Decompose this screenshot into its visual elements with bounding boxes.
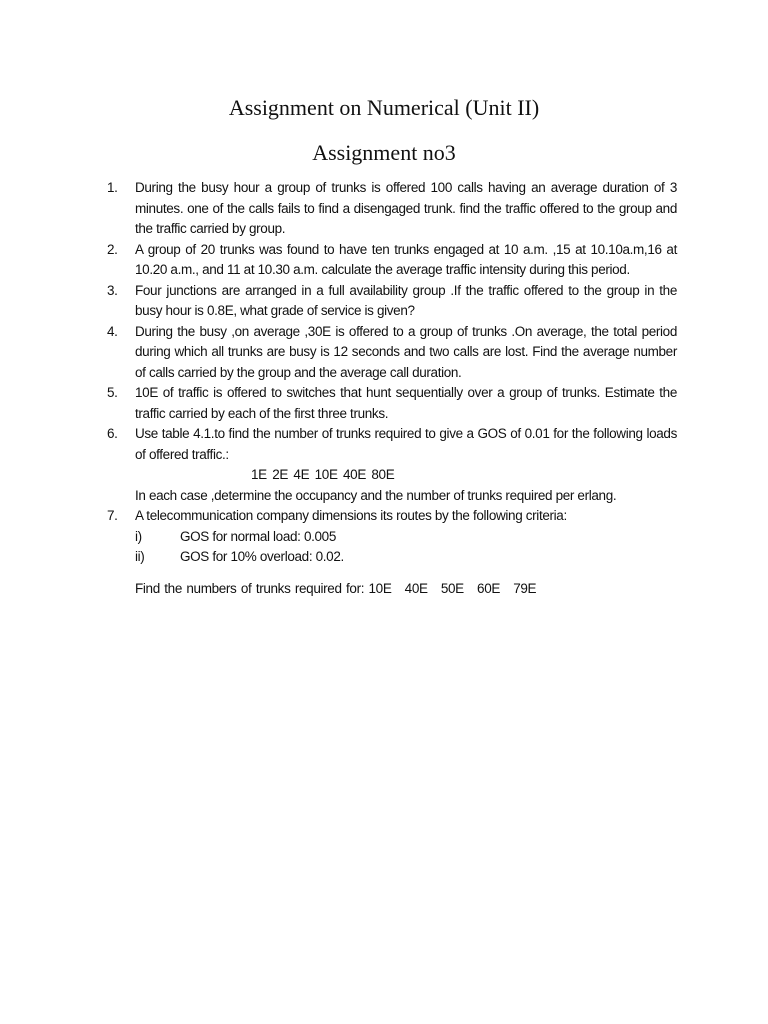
question-content xyxy=(135,240,677,281)
list-item xyxy=(107,506,677,599)
question-content xyxy=(135,506,677,599)
question-content xyxy=(135,178,677,240)
question-number: 6. xyxy=(107,426,118,441)
page-subtitle: Assignment no3 xyxy=(312,140,456,165)
question-content xyxy=(135,322,677,384)
criteria-label: i) xyxy=(135,528,142,544)
criteria-label: ii) xyxy=(135,549,145,564)
list-item xyxy=(107,240,677,281)
question-number: 3. xyxy=(107,282,118,298)
question-text: During the busy ,on average ,30E is offered to a group of trunks .On average, the total period during which all trunks are busy is 12 seconds and two calls are lost. Find the average number of calls carried by the group and the average call duration. xyxy=(135,323,677,380)
question-number: 4. xyxy=(107,323,118,339)
criteria-text: GOS for 10% overload: 0.02. xyxy=(180,549,344,564)
question-content xyxy=(135,281,677,322)
question-list xyxy=(107,178,677,599)
question-text: Use table 4.1.to find the number of trunks required to give a GOS of 0.01 for the following loads of offered traffic.: xyxy=(135,426,677,462)
question-text: A group of 20 trunks was found to have ten trunks engaged at 10 a.m. ,15 at 10.10a.m,16 at 10.20 a.m., and 11 at 10.30 a.m. calculate the average traffic intensity during this period. xyxy=(135,241,677,277)
question-followup: In each case ,determine the occupancy and the number of trunks required per erlang. xyxy=(135,487,617,503)
question-number: 1. xyxy=(107,180,118,195)
criteria-item xyxy=(135,527,677,548)
list-item xyxy=(107,178,677,240)
question-number: 5. xyxy=(107,385,118,400)
question-content xyxy=(135,424,677,506)
list-item xyxy=(107,424,677,506)
criteria-text: GOS for normal load: 0.005 xyxy=(180,528,336,544)
question-number: 7. xyxy=(107,508,118,523)
question-text: 10E of traffic is offered to switches that hunt sequentially over a group of trunks. Estimate the traffic carried by each of the first three trunks. xyxy=(135,385,677,421)
criteria-item xyxy=(135,547,677,568)
page-title: Assignment on Numerical (Unit II) xyxy=(228,95,540,120)
question-text: Four junctions are arranged in a full availability group .If the traffic offered to the group in the busy hour is 0.8E, what grade of service is given? xyxy=(135,282,677,318)
list-item xyxy=(107,383,677,424)
question-number: 2. xyxy=(107,241,118,257)
list-item xyxy=(107,281,677,322)
list-item xyxy=(107,322,677,384)
question-text: A telecommunication company dimensions its routes by the following criteria: xyxy=(135,508,567,523)
find-trunks-line: Find the numbers of trunks required for: 10E 40E 50E 60E 79E xyxy=(135,580,537,596)
traffic-loads: 1E 2E 4E 10E 40E 80E xyxy=(251,467,395,482)
question-text: During the busy hour a group of trunks is offered 100 calls having an average duration of 3 minutes. one of the calls fails to find a disengaged trunk. find the traffic offered to the group and the traffic carried by group. xyxy=(135,180,677,236)
question-content xyxy=(135,383,677,424)
